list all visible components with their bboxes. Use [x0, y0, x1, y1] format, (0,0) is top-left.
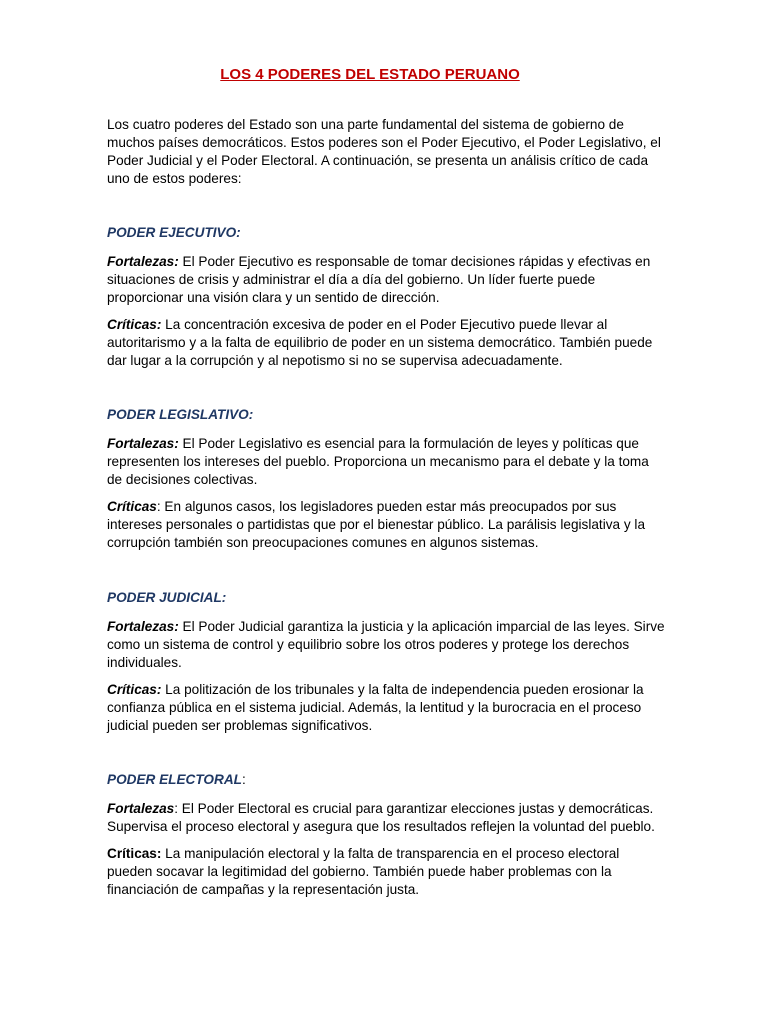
section-heading: PODER LEGISLATIVO: — [107, 407, 254, 422]
criticism-label: Críticas — [107, 499, 157, 514]
criticism-text: : En algunos casos, los legisladores pueden estar más preocupados por sus intereses personales o partidistas que por el bienestar público. La parálisis legislativa y la corrupción también son preocupaciones comunes en algunos sistemas. — [107, 499, 646, 550]
section-poder-judicial — [107, 589, 667, 744]
section-heading: PODER ELECTORAL: — [107, 772, 246, 787]
section-heading: PODER EJECUTIVO: — [107, 225, 241, 240]
criticism-paragraph — [107, 498, 667, 552]
strengths-text: El Poder Judicial garantiza la justicia y la aplicación imparcial de las leyes. Sirve como un sistema de control y equilibrio sobre los otros poderes y protege los derechos individuales. — [107, 619, 665, 670]
criticism-text: La politización de los tribunales y la falta de independencia pueden erosionar la confianza pública en el sistema judicial. Además, la lentitud y la burocracia en el proceso judicial pueden ser problemas significativos. — [107, 682, 644, 733]
strengths-text: : El Poder Electoral es crucial para garantizar elecciones justas y democráticas. Supervisa el proceso electoral y asegura que los resultados reflejen la voluntad del pueblo. — [107, 801, 655, 834]
strengths-label: Fortalezas: — [107, 436, 179, 451]
criticism-paragraph — [107, 316, 667, 370]
section-poder-ejecutivo — [107, 224, 667, 379]
strengths-paragraph — [107, 435, 667, 489]
criticism-paragraph — [107, 681, 667, 735]
strengths-paragraph — [107, 253, 667, 307]
section-heading: PODER JUDICIAL: — [107, 590, 227, 605]
document-title: LOS 4 PODERES DEL ESTADO PERUANO — [220, 66, 520, 83]
criticism-label: Críticas: — [107, 846, 162, 861]
section-poder-legislativo — [107, 406, 667, 561]
criticism-text: La concentración excesiva de poder en el Poder Ejecutivo puede llevar al autoritarismo y a la falta de equilibrio de poder en un sistema democrático. También puede dar lugar a la corrupción y al nepotismo si no se supervisa adecuadamente. — [107, 317, 653, 368]
strengths-label: Fortalezas: — [107, 619, 179, 634]
strengths-paragraph — [107, 800, 667, 836]
strengths-text: El Poder Ejecutivo es responsable de tomar decisiones rápidas y efectivas en situaciones de crisis y administrar el día a día del gobierno. Un líder fuerte puede proporcionar una visión clara y un sentido de dirección. — [107, 254, 651, 305]
criticism-paragraph — [107, 845, 667, 899]
criticism-label: Críticas: — [107, 317, 162, 332]
criticism-label: Críticas: — [107, 682, 162, 697]
strengths-label: Fortalezas — [107, 801, 175, 816]
strengths-label: Fortalezas: — [107, 254, 179, 269]
strengths-paragraph — [107, 618, 667, 672]
section-poder-electoral — [107, 771, 667, 908]
criticism-text: La manipulación electoral y la falta de transparencia en el proceso electoral pueden socavar la legitimidad del gobierno. También puede haber problemas con la financiación de campañas y la representación justa. — [107, 846, 620, 897]
strengths-text: El Poder Legislativo es esencial para la formulación de leyes y políticas que representen los intereses del pueblo. Proporciona un mecanismo para el debate y la toma de decisiones colectivas. — [107, 436, 649, 487]
intro-paragraph: Los cuatro poderes del Estado son una parte fundamental del sistema de gobierno de muchos países democráticos. Estos poderes son el Poder Ejecutivo, el Poder Legislativo, el Poder Judicial y el Poder Electoral. A continuación, se presenta un análisis crítico de cada uno de estos poderes: — [107, 117, 661, 186]
